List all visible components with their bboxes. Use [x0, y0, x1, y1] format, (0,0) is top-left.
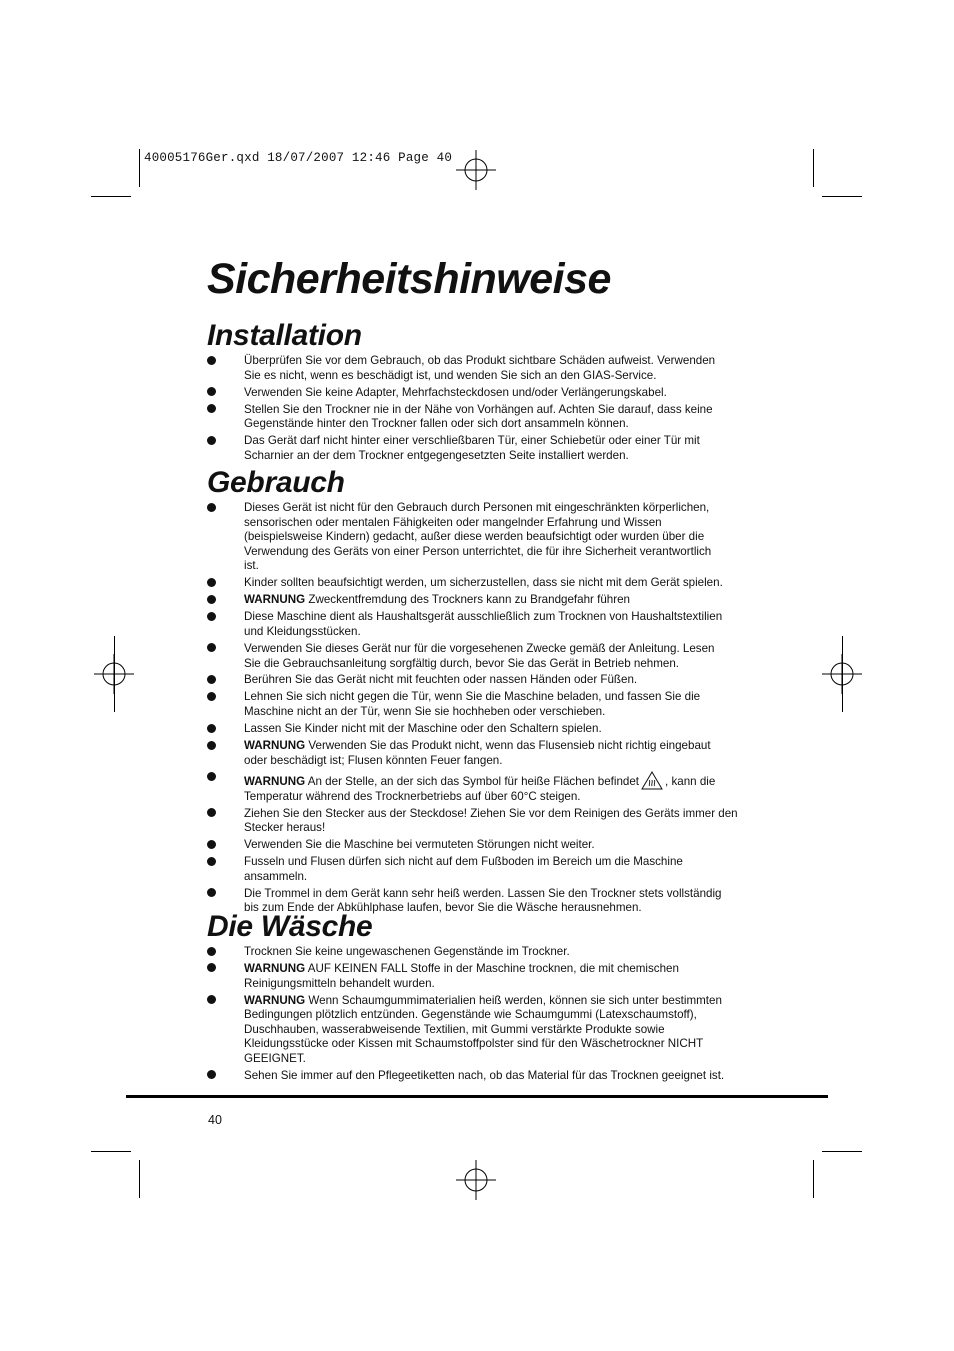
crop-mark: [813, 1160, 814, 1198]
bullet-icon: [207, 772, 216, 781]
item-text: Überprüfen Sie vor dem Gebrauch, ob das Produkt sichtbare Schäden aufweist. Verwenden Sie es nicht, wenn es beschädigt ist, und wenden Sie sich an den GIAS-Service.: [244, 354, 716, 382]
list-item: [207, 690, 767, 719]
crop-mark: [842, 636, 843, 712]
bullet-icon: [207, 963, 216, 972]
bullet-icon: [207, 404, 216, 413]
bullet-icon: [207, 436, 216, 445]
bullet-icon: [207, 840, 216, 849]
list-item: [207, 838, 767, 853]
item-text: AUF KEINEN FALL Stoffe in der Maschine trocknen, die mit chemischen Reinigungsmitteln behandelt wurden.: [244, 961, 679, 990]
crop-mark: [139, 1160, 140, 1198]
list-item: [207, 1069, 767, 1084]
hot-surface-icon: [641, 771, 663, 790]
crop-mark: [822, 1151, 862, 1152]
list-item: [207, 962, 767, 991]
bullet-icon: [207, 857, 216, 866]
registration-mark-icon: [456, 150, 496, 190]
item-text: An der Stelle, an der sich das Symbol für heiße Flächen befindet: [305, 774, 640, 788]
item-text: Lehnen Sie sich nicht gegen die Tür, wenn Sie die Maschine beladen, und fassen Sie die Maschine nicht an der Tür, wenn Sie sie hochheben oder verschieben.: [244, 690, 701, 719]
bullet-icon: [207, 741, 216, 750]
list-item: [207, 994, 767, 1067]
section-gebrauch: [207, 466, 767, 918]
bullet-icon: [207, 643, 216, 652]
print-slug: 40005176Ger.qxd 18/07/2007 12:46 Page 40: [144, 151, 453, 165]
list-item: [207, 722, 767, 737]
crop-mark: [822, 196, 862, 197]
warning-label: WARNUNG: [244, 961, 306, 975]
item-text: Die Trommel in dem Gerät kann sehr heiß werden. Lassen Sie den Trockner stets vollständig bis zum Ende der Abkühlphase laufen, bevor Sie die Wäsche herausnehmen.: [244, 886, 722, 915]
crop-mark: [91, 1151, 131, 1152]
list-item: [207, 673, 767, 688]
warning-label: WARNUNG: [244, 739, 306, 753]
list-item: [207, 610, 767, 639]
item-text: Ziehen Sie den Stecker aus der Steckdose! Ziehen Sie vor dem Reinigen des Geräts immer den Stecker heraus!: [244, 806, 738, 835]
list-item: [207, 855, 767, 884]
crop-mark: [114, 636, 115, 712]
bullet-icon: [207, 888, 216, 897]
warning-label: WARNUNG: [244, 593, 306, 607]
bullet-icon: [207, 612, 216, 621]
footer-rule: [126, 1095, 828, 1098]
item-text: Wenn Schaumgummimaterialien heiß werden, können sie sich unter bestimmten Bedingungen plötzlich entzünden. Gegenstände wie Schaumgummi (Latexschaumstoff), Duschhauben, wasserabweisende Textilien, mit Gummi verstärkte Produkte sowie Kleidungsstücke oder Kissen mit Schaumstoffpolster sind für den Wäschetrockner NICHT GEEIGNET.: [244, 993, 722, 1065]
list-item: [207, 593, 767, 608]
bullet-icon: [207, 675, 216, 684]
item-text: Berühren Sie das Gerät nicht mit feuchten oder nassen Händen oder Füßen.: [244, 673, 638, 687]
section-waesche: [207, 910, 767, 1086]
crop-mark: [813, 149, 814, 187]
list-item: [207, 642, 767, 671]
bullet-icon: [207, 995, 216, 1004]
item-text: Verwenden Sie keine Adapter, Mehrfachsteckdosen und/oder Verlängerungskabel.: [244, 385, 667, 399]
item-text: Lassen Sie Kinder nicht mit der Maschine oder den Schaltern spielen.: [244, 722, 602, 736]
list-item: [207, 771, 767, 805]
section-heading: Installation: [207, 319, 362, 352]
item-text: Sehen Sie immer auf den Pflegeetiketten nach, ob das Material für das Trocknen geeignet ist.: [244, 1068, 725, 1082]
bullet-list: [207, 501, 767, 916]
page-number: 40: [208, 1113, 222, 1127]
item-text: Kinder sollten beaufsichtigt werden, um sicherzustellen, dass sie nicht mit dem Gerät spielen.: [244, 576, 723, 590]
bullet-list: [207, 354, 767, 463]
list-item: [207, 945, 767, 960]
bullet-icon: [207, 578, 216, 587]
list-item: [207, 386, 767, 401]
page-title: Sicherheitshinweise: [207, 255, 611, 303]
section-installation: [207, 319, 767, 466]
list-item: [207, 807, 767, 836]
list-item: [207, 501, 767, 574]
item-text: Fusseln und Flusen dürfen sich nicht auf dem Fußboden im Bereich um die Maschine ansammeln.: [244, 855, 683, 883]
bullet-icon: [207, 387, 216, 396]
section-heading: Die Wäsche: [207, 910, 373, 943]
section-heading: Gebrauch: [207, 466, 345, 499]
bullet-icon: [207, 356, 216, 365]
list-item: [207, 739, 767, 768]
list-item: [207, 576, 767, 591]
bullet-icon: [207, 503, 216, 512]
list-item: [207, 354, 767, 383]
crop-mark: [139, 149, 140, 187]
bullet-icon: [207, 595, 216, 604]
warning-label: WARNUNG: [244, 993, 306, 1007]
item-text: Verwenden Sie das Produkt nicht, wenn das Flusensieb nicht richtig eingebaut oder beschädigt ist; Flusen könnten Feuer fangen.: [244, 739, 711, 767]
crop-mark: [91, 196, 131, 197]
bullet-icon: [207, 808, 216, 817]
item-text: Verwenden Sie dieses Gerät nur für die vorgesehenen Zwecke gemäß der Anleitung. Lesen Sie die Gebrauchsanleitung sorgfältig durch, bevor Sie das Gerät in Betrieb nehmen.: [244, 641, 715, 670]
item-text: Stellen Sie den Trockner nie in der Nähe von Vorhängen auf. Achten Sie darauf, dass keine Gegenstände hinter den Trockner fallen oder sich dort ansammeln können.: [244, 402, 713, 431]
list-item: [207, 403, 767, 432]
item-text: Dieses Gerät ist nicht für den Gebrauch durch Personen mit eingeschränkten körperlichen, sensorischen oder mentalen Fähigkeiten oder mangelnder Erfahrung und Wissen (beispielsweise Kindern) gedacht, außer diese werden beaufsichtigt oder wurden über die Verwendung des Geräts von einer Person unterrichtet, die für ihre Sicherheit verantwortlich ist.: [244, 501, 712, 573]
item-text: Zweckentfremdung des Trockners kann zu Brandgefahr führen: [305, 593, 630, 607]
item-text: Trocknen Sie keine ungewaschenen Gegenstände im Trockner.: [244, 945, 570, 958]
item-text: Das Gerät darf nicht hinter einer verschließbaren Tür, einer Schiebetür oder einer Tür mit Scharnier an der dem Trockner entgegengesetzten Seite installiert werden.: [244, 434, 700, 462]
registration-mark-icon: [456, 1160, 496, 1200]
bullet-list: [207, 945, 767, 1084]
item-text-continued: , kann die Temperatur während des Trocknerbetriebs auf über 60°C steigen.: [244, 774, 716, 803]
item-text: Diese Maschine dient als Haushaltsgerät ausschließlich zum Trocknen von Haushaltstextilien und Kleidungsstücken.: [244, 610, 723, 638]
item-text: Verwenden Sie die Maschine bei vermuteten Störungen nicht weiter.: [244, 838, 595, 852]
bullet-icon: [207, 692, 216, 701]
list-item: [207, 434, 767, 463]
bullet-icon: [207, 947, 216, 956]
warning-label: WARNUNG: [244, 774, 306, 788]
bullet-icon: [207, 724, 216, 733]
bullet-icon: [207, 1070, 216, 1079]
